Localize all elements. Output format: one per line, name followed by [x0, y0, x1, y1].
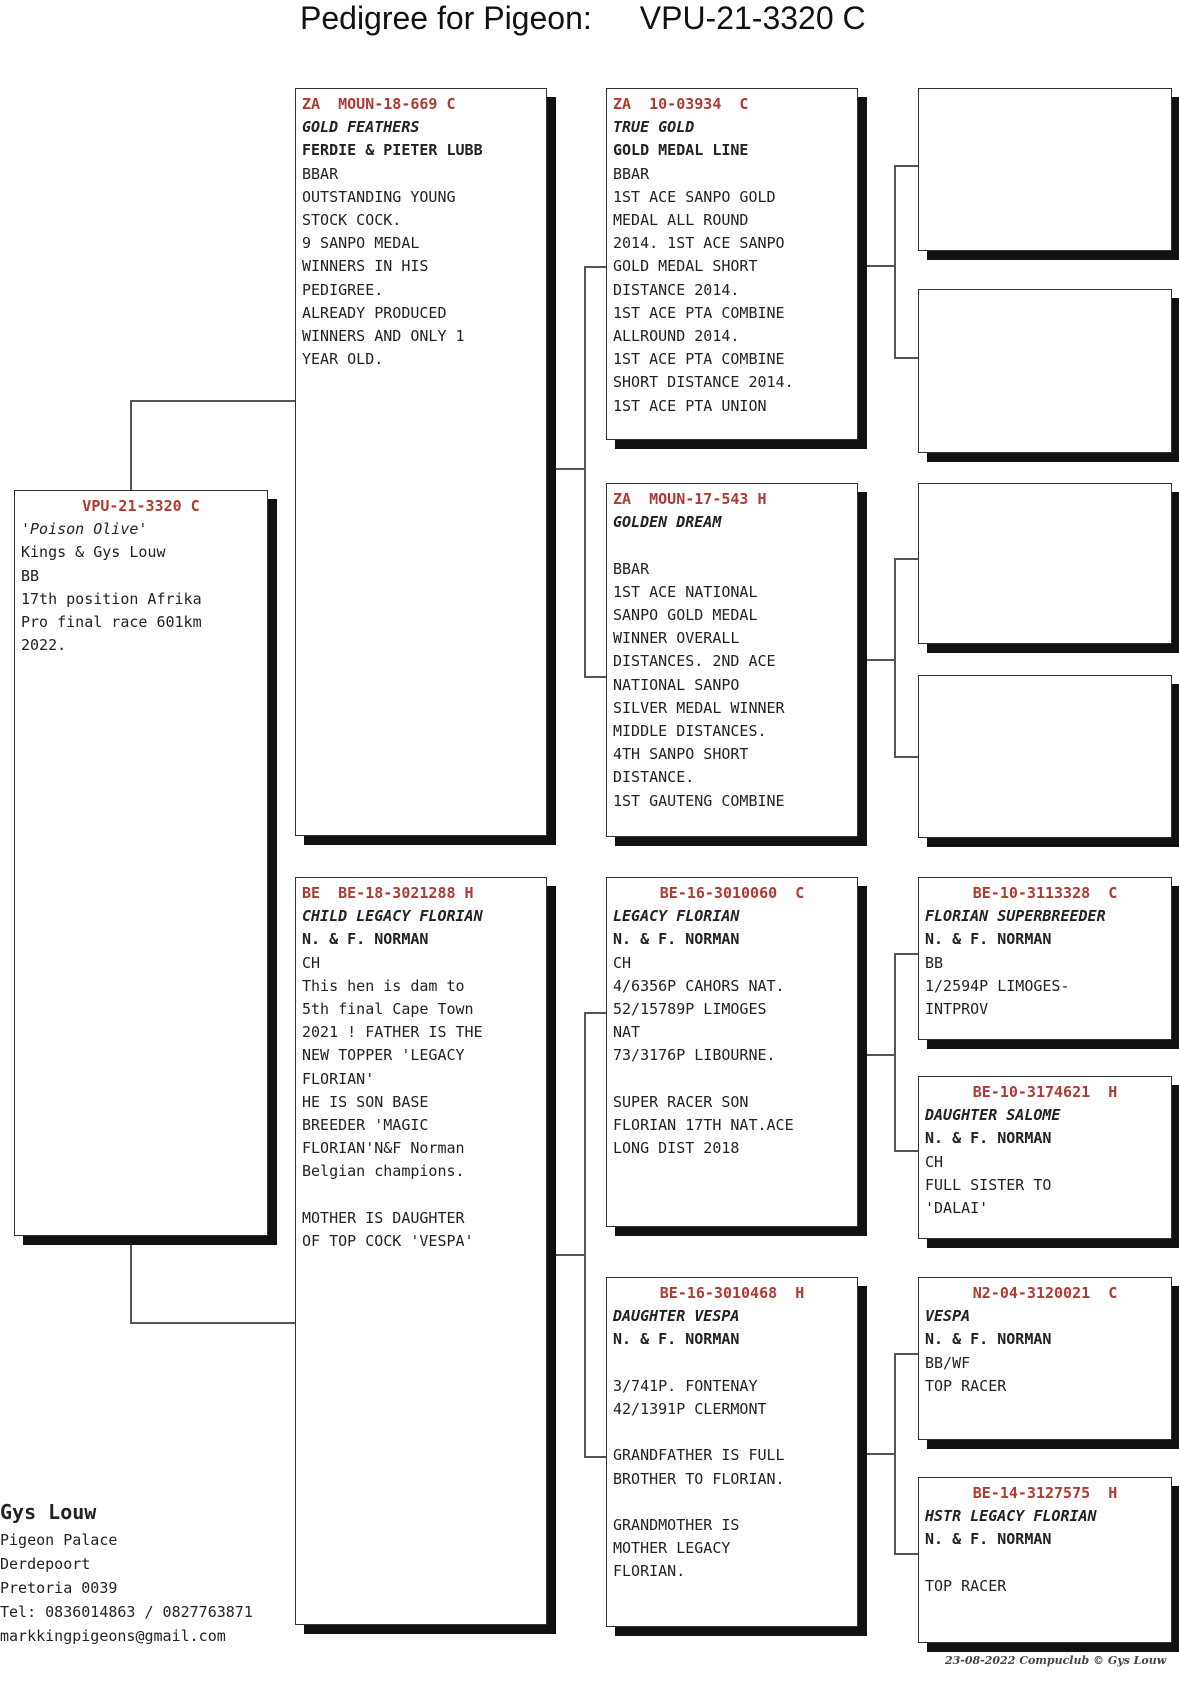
connector-line — [894, 953, 896, 1152]
sire-sire-detail-line: DISTANCE 2014. — [613, 280, 740, 299]
connector-line — [894, 558, 896, 758]
connector-line — [584, 266, 586, 678]
connector-line — [584, 676, 606, 678]
dam-sire-card — [606, 877, 858, 1227]
connector-line — [556, 1254, 586, 1256]
connector-line — [894, 1353, 918, 1355]
dam-dam-detail-line: 42/1391P CLERMONT — [613, 1400, 767, 1418]
sire-dam-detail-line: 4TH SANPO SHORT — [613, 745, 749, 764]
dam-sire-detail-line: FLORIAN 17TH NAT.ACE — [613, 1116, 794, 1135]
dam-sire-dam-detail-line: 'DALAI' — [925, 1199, 989, 1218]
dam-sire-sire-name: FLORIAN SUPERBREEDER — [925, 907, 1106, 926]
dam-sire-detail-line: CH — [613, 953, 632, 972]
dam-detail-line: NEW TOPPER 'LEGACY — [302, 1046, 465, 1065]
sire-detail-line: ALREADY PRODUCED — [302, 303, 447, 322]
owner-phone: Tel: 0836014863 / 0827763871 — [0, 1603, 253, 1621]
sire-sire-card — [606, 88, 858, 440]
connector-line — [894, 756, 918, 758]
dam-ring-number: BE BE-18-3021288 H — [302, 884, 474, 902]
sire-sire-detail-line: 2014. 1ST ACE SANPO — [613, 234, 785, 253]
dam-sire-ring-number: BE-16-3010060 C — [659, 884, 805, 902]
sire-sire-detail-line: 1ST ACE PTA UNION — [613, 396, 767, 415]
sire-detail-line: OUTSTANDING YOUNG — [302, 187, 456, 206]
sire-detail-line: 9 SANPO MEDAL — [302, 234, 420, 253]
subject-detail-line: Pro final race 601km — [21, 613, 202, 632]
sire-detail-line: YEAR OLD. — [302, 350, 384, 369]
sire-dam-detail-line: BBAR — [613, 559, 650, 578]
connector-line — [556, 468, 586, 470]
connector-line — [584, 1012, 606, 1014]
dam-dam-detail-line: MOTHER LEGACY — [613, 1539, 731, 1558]
sire-sire-detail-line: 1ST ACE PTA COMBINE — [613, 350, 785, 369]
sire-sire-name: TRUE GOLD — [613, 118, 695, 137]
sire-dam-card — [606, 483, 858, 837]
dam-dam-detail-line — [613, 1421, 851, 1444]
connector-line — [894, 1353, 896, 1555]
sire-name: GOLD FEATHERS — [302, 118, 420, 137]
connector-line — [866, 659, 896, 661]
subject-detail-line: 'Poison Olive' — [21, 520, 148, 539]
sire-sire-detail-line: BBAR — [613, 164, 650, 183]
dam-dam-detail-line: FLORIAN. — [613, 1562, 686, 1581]
sire-sire-ring-number: ZA 10-03934 C — [613, 95, 749, 113]
sire-dam-detail-line: MIDDLE DISTANCES. — [613, 722, 767, 741]
dam-sire-dam-ring-number: BE-10-3174621 H — [972, 1083, 1118, 1101]
dam-dam-detail-line — [613, 1352, 851, 1375]
dam-sire-sire-card — [918, 877, 1172, 1040]
sire-sire-dam-card — [918, 289, 1172, 453]
dam-sire-breeder: N. & F. NORMAN — [613, 930, 740, 949]
dam-dam-sire-detail-line: BB/WF — [925, 1353, 971, 1372]
dam-detail-line: OF TOP COCK 'VESPA' — [302, 1232, 474, 1251]
dam-detail-line: FLORIAN' — [302, 1069, 375, 1088]
sire-sire-detail-line: GOLD MEDAL SHORT — [613, 257, 758, 276]
sire-dam-detail-line: DISTANCE. — [613, 768, 695, 787]
subject-detail-line: 17th position Afrika — [21, 589, 202, 608]
sire-ring-number: ZA MOUN-18-669 C — [302, 95, 456, 113]
title-label: Pedigree for Pigeon: — [300, 0, 592, 36]
sire-sire-detail-line: SHORT DISTANCE 2014. — [613, 373, 794, 392]
dam-detail-line: HE IS SON BASE — [302, 1092, 429, 1111]
sire-detail-line: WINNERS AND ONLY 1 — [302, 327, 465, 346]
sire-sire-detail-line: MEDAL ALL ROUND — [613, 211, 749, 230]
dam-sire-dam-detail-line: CH — [925, 1152, 944, 1171]
dam-sire-sire-detail-line: BB — [925, 953, 944, 972]
dam-sire-dam-breeder: N. & F. NORMAN — [925, 1129, 1052, 1148]
dam-sire-name: LEGACY FLORIAN — [613, 907, 740, 926]
owner-contact-line: Pigeon Palace — [0, 1531, 118, 1549]
dam-dam-ring-number: BE-16-3010468 H — [659, 1284, 805, 1302]
page-title — [300, 0, 866, 37]
dam-sire-sire-detail-line: 1/2594P LIMOGES- — [925, 976, 1070, 995]
dam-dam-card — [606, 1277, 858, 1627]
dam-breeder: N. & F. NORMAN — [302, 930, 429, 949]
dam-dam-sire-ring-number: N2-04-3120021 C — [972, 1284, 1118, 1302]
sire-dam-detail-line: SANPO GOLD MEDAL — [613, 606, 758, 624]
sire-dam-detail-line: 1ST ACE NATIONAL — [613, 582, 758, 601]
connector-line — [894, 953, 918, 955]
dam-card — [295, 877, 547, 1625]
sire-dam-breeder — [613, 534, 851, 557]
owner-contact-line: Pretoria 0039 — [0, 1579, 118, 1597]
connector-line — [894, 558, 918, 560]
sire-detail-line: STOCK COCK. — [302, 211, 402, 230]
dam-detail-line: CH — [302, 953, 321, 972]
connector-line — [584, 1456, 606, 1458]
connector-line — [894, 1553, 918, 1555]
dam-dam-detail-line: 3/741P. FONTENAY — [613, 1376, 758, 1395]
dam-sire-detail-line — [613, 1068, 851, 1091]
connector-line — [894, 1150, 918, 1152]
subject-details — [21, 518, 261, 657]
owner-email: markkingpigeons@gmail.com — [0, 1627, 226, 1645]
dam-dam-breeder: N. & F. NORMAN — [613, 1330, 740, 1349]
sire-sire-breeder: GOLD MEDAL LINE — [613, 141, 749, 160]
dam-dam-dam-name: HSTR LEGACY FLORIAN — [925, 1507, 1097, 1526]
connector-line — [866, 1453, 896, 1455]
connector-line — [130, 1322, 295, 1324]
connector-line — [894, 165, 918, 167]
connector-line — [584, 266, 606, 268]
title-pigeon-id: VPU-21-3320 C — [639, 0, 866, 36]
dam-dam-detail-line — [613, 1491, 851, 1514]
dam-detail-line: Belgian champions. — [302, 1162, 465, 1181]
sire-dam-name: GOLDEN DREAM — [613, 513, 722, 532]
connector-line — [894, 357, 918, 359]
sire-detail-line: PEDIGREE. — [302, 280, 384, 299]
subject-pigeon-card — [14, 490, 268, 1236]
dam-detail-line: FLORIAN'N&F Norman — [302, 1139, 465, 1158]
owner-name: Gys Louw — [0, 1500, 97, 1524]
dam-dam-name: DAUGHTER VESPA — [613, 1307, 740, 1326]
subject-ring-number: VPU-21-3320 C — [82, 497, 200, 515]
dam-dam-dam-card — [918, 1477, 1172, 1643]
sire-dam-dam-card — [918, 675, 1172, 838]
dam-detail-line — [302, 1184, 540, 1207]
dam-sire-detail-line: LONG DIST 2018 — [613, 1139, 740, 1158]
connector-line — [866, 1054, 896, 1056]
sire-card — [295, 88, 547, 836]
dam-detail-line: 5th final Cape Town — [302, 1000, 474, 1019]
dam-dam-sire-breeder: N. & F. NORMAN — [925, 1330, 1052, 1349]
connector-line — [130, 1232, 132, 1324]
subject-detail-line: Kings & Gys Louw — [21, 543, 166, 562]
dam-sire-detail-line: 52/15789P LIMOGES — [613, 1000, 767, 1019]
dam-dam-dam-detail-line: TOP RACER — [925, 1576, 1007, 1595]
sire-sire-detail-line: 1ST ACE SANPO GOLD — [613, 187, 776, 206]
dam-detail-line: 2021 ! FATHER IS THE — [302, 1023, 483, 1042]
dam-dam-detail-line: GRANDMOTHER IS — [613, 1515, 740, 1534]
connector-line — [130, 400, 132, 492]
owner-contact-line: Derdepoort — [0, 1555, 91, 1573]
dam-dam-sire-detail-line: TOP RACER — [925, 1376, 1007, 1395]
sire-dam-detail-line: DISTANCES. 2ND ACE — [613, 652, 776, 671]
sire-dam-detail-line: NATIONAL SANPO — [613, 675, 740, 694]
dam-sire-sire-detail-line: INTPROV — [925, 1000, 989, 1019]
dam-sire-dam-card — [918, 1076, 1172, 1239]
sire-dam-ring-number: ZA MOUN-17-543 H — [613, 490, 767, 508]
dam-dam-dam-detail-line — [925, 1552, 1165, 1575]
dam-dam-sire-card — [918, 1277, 1172, 1440]
connector-line — [584, 1012, 586, 1458]
sire-breeder: FERDIE & PIETER LUBB — [302, 141, 483, 160]
sire-detail-line: BBAR — [302, 164, 339, 183]
dam-sire-dam-detail-line: FULL SISTER TO — [925, 1175, 1052, 1194]
sire-sire-sire-card — [918, 88, 1172, 251]
sire-dam-detail-line: SILVER MEDAL WINNER — [613, 698, 785, 717]
connector-line — [866, 265, 896, 267]
dam-sire-detail-line: 4/6356P CAHORS NAT. — [613, 976, 785, 995]
dam-dam-sire-name: VESPA — [925, 1307, 971, 1326]
sire-dam-detail-line: WINNER OVERALL — [613, 629, 740, 648]
connector-line — [894, 165, 896, 359]
sire-dam-sire-card — [918, 483, 1172, 644]
dam-dam-detail-line: GRANDFATHER IS FULL — [613, 1446, 785, 1465]
dam-dam-dam-ring-number: BE-14-3127575 H — [972, 1484, 1118, 1502]
dam-sire-detail-line: NAT — [613, 1023, 641, 1042]
dam-sire-detail-line: 73/3176P LIBOURNE. — [613, 1046, 776, 1065]
print-stamp: 23-08-2022 Compuclub © Gys Louw — [945, 1654, 1167, 1667]
sire-detail-line: WINNERS IN HIS — [302, 257, 429, 276]
connector-line — [130, 400, 295, 402]
subject-detail-line: 2022. — [21, 636, 67, 655]
dam-sire-dam-name: DAUGHTER SALOME — [925, 1106, 1061, 1125]
dam-detail-line: BREEDER 'MAGIC — [302, 1116, 429, 1135]
subject-detail-line: BB — [21, 566, 40, 585]
dam-sire-detail-line: SUPER RACER SON — [613, 1092, 749, 1111]
owner-contact-block — [0, 1500, 253, 1648]
sire-dam-detail-line: 1ST GAUTENG COMBINE — [613, 791, 785, 810]
dam-dam-detail-line: BROTHER TO FLORIAN. — [613, 1469, 785, 1488]
sire-sire-detail-line: 1ST ACE PTA COMBINE — [613, 303, 785, 322]
dam-detail-line: MOTHER IS DAUGHTER — [302, 1208, 465, 1227]
dam-dam-dam-breeder: N. & F. NORMAN — [925, 1530, 1052, 1549]
dam-detail-line: This hen is dam to — [302, 976, 465, 995]
dam-sire-sire-ring-number: BE-10-3113328 C — [972, 884, 1118, 902]
sire-sire-detail-line: ALLROUND 2014. — [613, 327, 740, 346]
dam-name: CHILD LEGACY FLORIAN — [302, 907, 483, 926]
dam-sire-sire-breeder: N. & F. NORMAN — [925, 930, 1052, 949]
